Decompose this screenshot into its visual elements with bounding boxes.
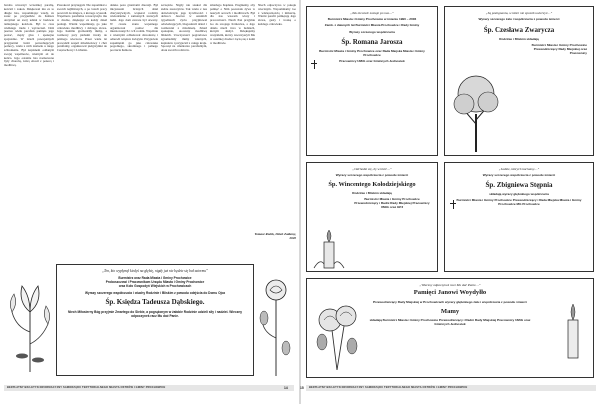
tree-image (450, 70, 502, 152)
cross-icon (450, 200, 456, 209)
notice-tail: Burmistrz Miasta i Gminy Prochowice Przewodniczący Rady Miejskiej oraz Pracownicy (531, 43, 587, 55)
notice-tail: Pracownicy UMiG oraz Gminnych Jednostek (339, 58, 405, 63)
candle-image-right (556, 300, 590, 360)
lily-flower-image (8, 272, 52, 372)
notice-quote: „Wieczny odpoczynek racz Mu dać Panie…” (419, 283, 481, 287)
rose-bouquet-image (310, 290, 364, 370)
footer-right: BEZPŁATNY BIULETYN INFORMACYJNY SAMORZĄDU TERYTORIALNEGO MIASTA OSTRÓW I GMINY PROCHOWICE (306, 385, 596, 391)
notice-deceased-name: Śp. Romana Jarosza (341, 37, 403, 46)
notice-mid: Rodzinie i Bliskim składają (352, 191, 392, 196)
notice-senders-1: Burmistrz oraz Rada Miasta i Gminy Prochowice (118, 276, 192, 281)
article-column-6: Niech odpoczywa w pokoju wiecznym. Wspominamy Go z wdzięcznością i miłością. Wierni parafii pamiętają Jego słowa, gesty i troskę o każdego człowieka. (258, 4, 296, 26)
notice-tail: Burmistrz Miasta i Gminy Prochowice Przewodniczący i Rada Miejska Miasta i Gminy Prochowice MG Prochowice (456, 198, 582, 206)
notice-tail: składają Burmistrz Miasta i Gminy Prochowice Przewodniczący i Radni Rady Miejskiej Pracownicy UMiG oraz Gminnych Jednostek (369, 318, 531, 327)
notice-quote: „Ten, kto wypłynął kiedyś na głębię, nigdy już nie będzie się bał sztormu” (101, 269, 209, 273)
notice-deceased-name: Pamięci Janowi Woydyłło (413, 289, 487, 297)
notice-deceased-name: Śp. Czesława Zwaryczа (483, 26, 555, 35)
article-signature: Tomasz Rożek, Dzień Zadumy, 2020 (254, 232, 296, 240)
obituary-notice-jarosz (306, 6, 438, 156)
notice-mid: Rodzinie i Bliskim składają (499, 37, 539, 42)
notice-senders-3: oraz Koło Gospodyń Wiejskich w Prochowicach (118, 284, 192, 289)
notice-quote: „Odchodzi się, by wrócić…” (352, 167, 392, 171)
article-column-3: daleko poza granicami diecezji. Był inicjatorem licznych dzieł charytatywnych, wspierał rodziny wielodzietne i samotnych starszych ludzi. Jego dom zawsze był otwarty. W czasie stanu wojennego organizował pomoc dla internowanych i ich rodzin. Wspólnie z wiernymi odbudował dzwonnicę i odnowił wnętrze świątyni. Przyjaciele zapamiętali go jako człowieka pogodnego, skromnego i pełnego poczucia humoru. (110, 4, 158, 52)
notice-deceased-name: Śp. Wincentego Kołodziejskiego (328, 181, 416, 189)
footer-left: BEZPŁATNY BIULETYN INFORMACYJNY SAMORZĄDU TERYTORIALNEGO MIASTA OSTRÓW I GMINY PROCHOWICE (4, 385, 294, 391)
page-gutter (299, 0, 301, 404)
notice-mid: Burmistrz Miasta i Gminy Prochowice oraz Rada Miejska Miasta i Gminy Prochowice (319, 48, 425, 57)
notice-pre: Wyrazy szczerego żalu i współczucia z powodu śmierci (478, 17, 560, 22)
notice-closing: Niech Miłosierny Bóg przyjmie Zmarłego do Siebie, a pogrążonym w żałobie Rodzinie udzieli siły i nadziei. Wieczny odpoczynek racz Mu dać Panie. (67, 310, 243, 319)
article-column-5: zmarłego Kapłana. Pragniemy, aby pamięć o Nim pozostała żywa w naszych sercach i modlitwach. Był dla nas wzorem wiary i pracowitości. Niech Pan przyjmie Go do swojego Królestwa, a Jego dzieło niech trwa w ludziach, którym służył. Dziękujemy wszystkim, którzy towarzyszyli Mu w ostatniej drodze i łączą się z nami w modlitwie. (210, 4, 255, 45)
notice-quote: „Ludzie, których kochamy…” (498, 167, 540, 171)
rose-flower-image (256, 268, 296, 376)
notice-quote: „Tak niewiele zostaje po nas…” (350, 11, 394, 15)
notice-pre: Wyrazy szczerego współczucia z powodu śmierci (335, 173, 409, 178)
notice-condolence: Wyrazy szczerego współczucia i otuchy Rodzinie i Bliskim z powodu odejścia do Domu Ojca (84, 291, 226, 296)
obituary-notice-priest (56, 264, 254, 376)
article-column-4: szczęście. Nigdy nie szukał dla siebie zaszczytów. Tak wielu z nas doświadczyło jego życzliwości i dobroci. Jeszcze w ostatnich tygodniach życia przyjmował odwiedzających, błogosławił dzieci i rozmawiał z młodzieżą. Zmarł spokojnie, otoczony modlitwą bliskich. Uroczystości pogrzebowe zgromadziły tłumy wiernych, kapłanów i przyjaciół z całego kraju. Spoczął na cmentarzu parafialnym, obok swoich rodziców. (161, 4, 207, 52)
notice-deceased-name: Śp. Księdza Tadeusza Dąbskiego. (105, 298, 205, 307)
notice-intro: Burmistrz Miasta i Gminy Prochowice w imieniu 1990 – 2006 (327, 17, 417, 22)
page-number-left: 14 (284, 386, 288, 390)
notice-pre: Przewodniczący Rady Miejskiej w Prochowicach wyrazy głębokiego żalu i współczucia z powodu śmierci (372, 299, 528, 304)
notice-tail: Burmistrz Miasta i Gminy Prochowice Przewodniczący i Radni Rady Miejskiej Pracownicy UMiG oraz GPJ (354, 197, 430, 209)
notice-senders-2: Proboszczowi i Pracownikom Urzędu Miasta i Gminy Prochowice (105, 280, 205, 285)
notice-name-secondary: Mamy (440, 307, 460, 315)
obituary-notice-stepien (444, 162, 594, 272)
cross-icon (311, 60, 317, 69)
notice-sub: Zamk. z dawnych lat Burmistrz Miasta Prochowice i Rady Gminy (324, 23, 420, 28)
page-number-right: 15 (300, 386, 304, 390)
notice-quote: „Są pożegnania, w które nie sposób uwierzyć…” (485, 11, 553, 15)
notice-pre: Wyrazy szczerego współczucia (349, 30, 395, 35)
notice-mid: składają wyrazy głębokiego współczucia (489, 192, 549, 197)
notice-pre: Wyrazy szczerego współczucia z powodu śmierci (482, 173, 556, 178)
candle-image (312, 228, 346, 270)
notice-deceased-name: Śp. Zbigniewa Stępnia (485, 181, 553, 190)
article-column-2: Prorokowi przysięgali. Nie zapomniał o swoich najbliższych, a po latach pracy powrócił do miejsca, z którego wyszedł. Wspólnota parafialna towarzyszyła mu w drodze, dziękując za każdy dzień posługi. Wierni wspominają go jako człowieka modlitwy i dobrego słowa. Jego homilie gromadziły tłumy, a rozmowy przy plebanii trwały do późnego wieczoru. Przez wiele lat prowadził zespół młodzieżowy i chór parafialny, organizował pielgrzymki do Częstochowy i Lichenia. (57, 4, 107, 52)
article-column-1: bardzo utworzył wcześniej parafię, kościół i zakon. Dziękował mu za to długie lata, wspominając wtedy, że zaraz po przyjeździe do Kalisza otrzymał on swój udział w budowie tamtejszego kościoła. Był to czas wielkiego trudu i wyrzeczeń. Dziś jeszcze wielu parafian pamięta jego postać, ciepły głos i spokojne spojrzenie. W latach powojennych przygarniał ludzi potrzebujących pomocy, wielu z nich znalazło u niego schronienie. Był kapłanem oddanym swojej wspólnocie, wiernym aż do końca. Jego ostatnie lata naznaczone były chorobą, którą znosił z pokorą i modlitwą. (4, 4, 54, 67)
